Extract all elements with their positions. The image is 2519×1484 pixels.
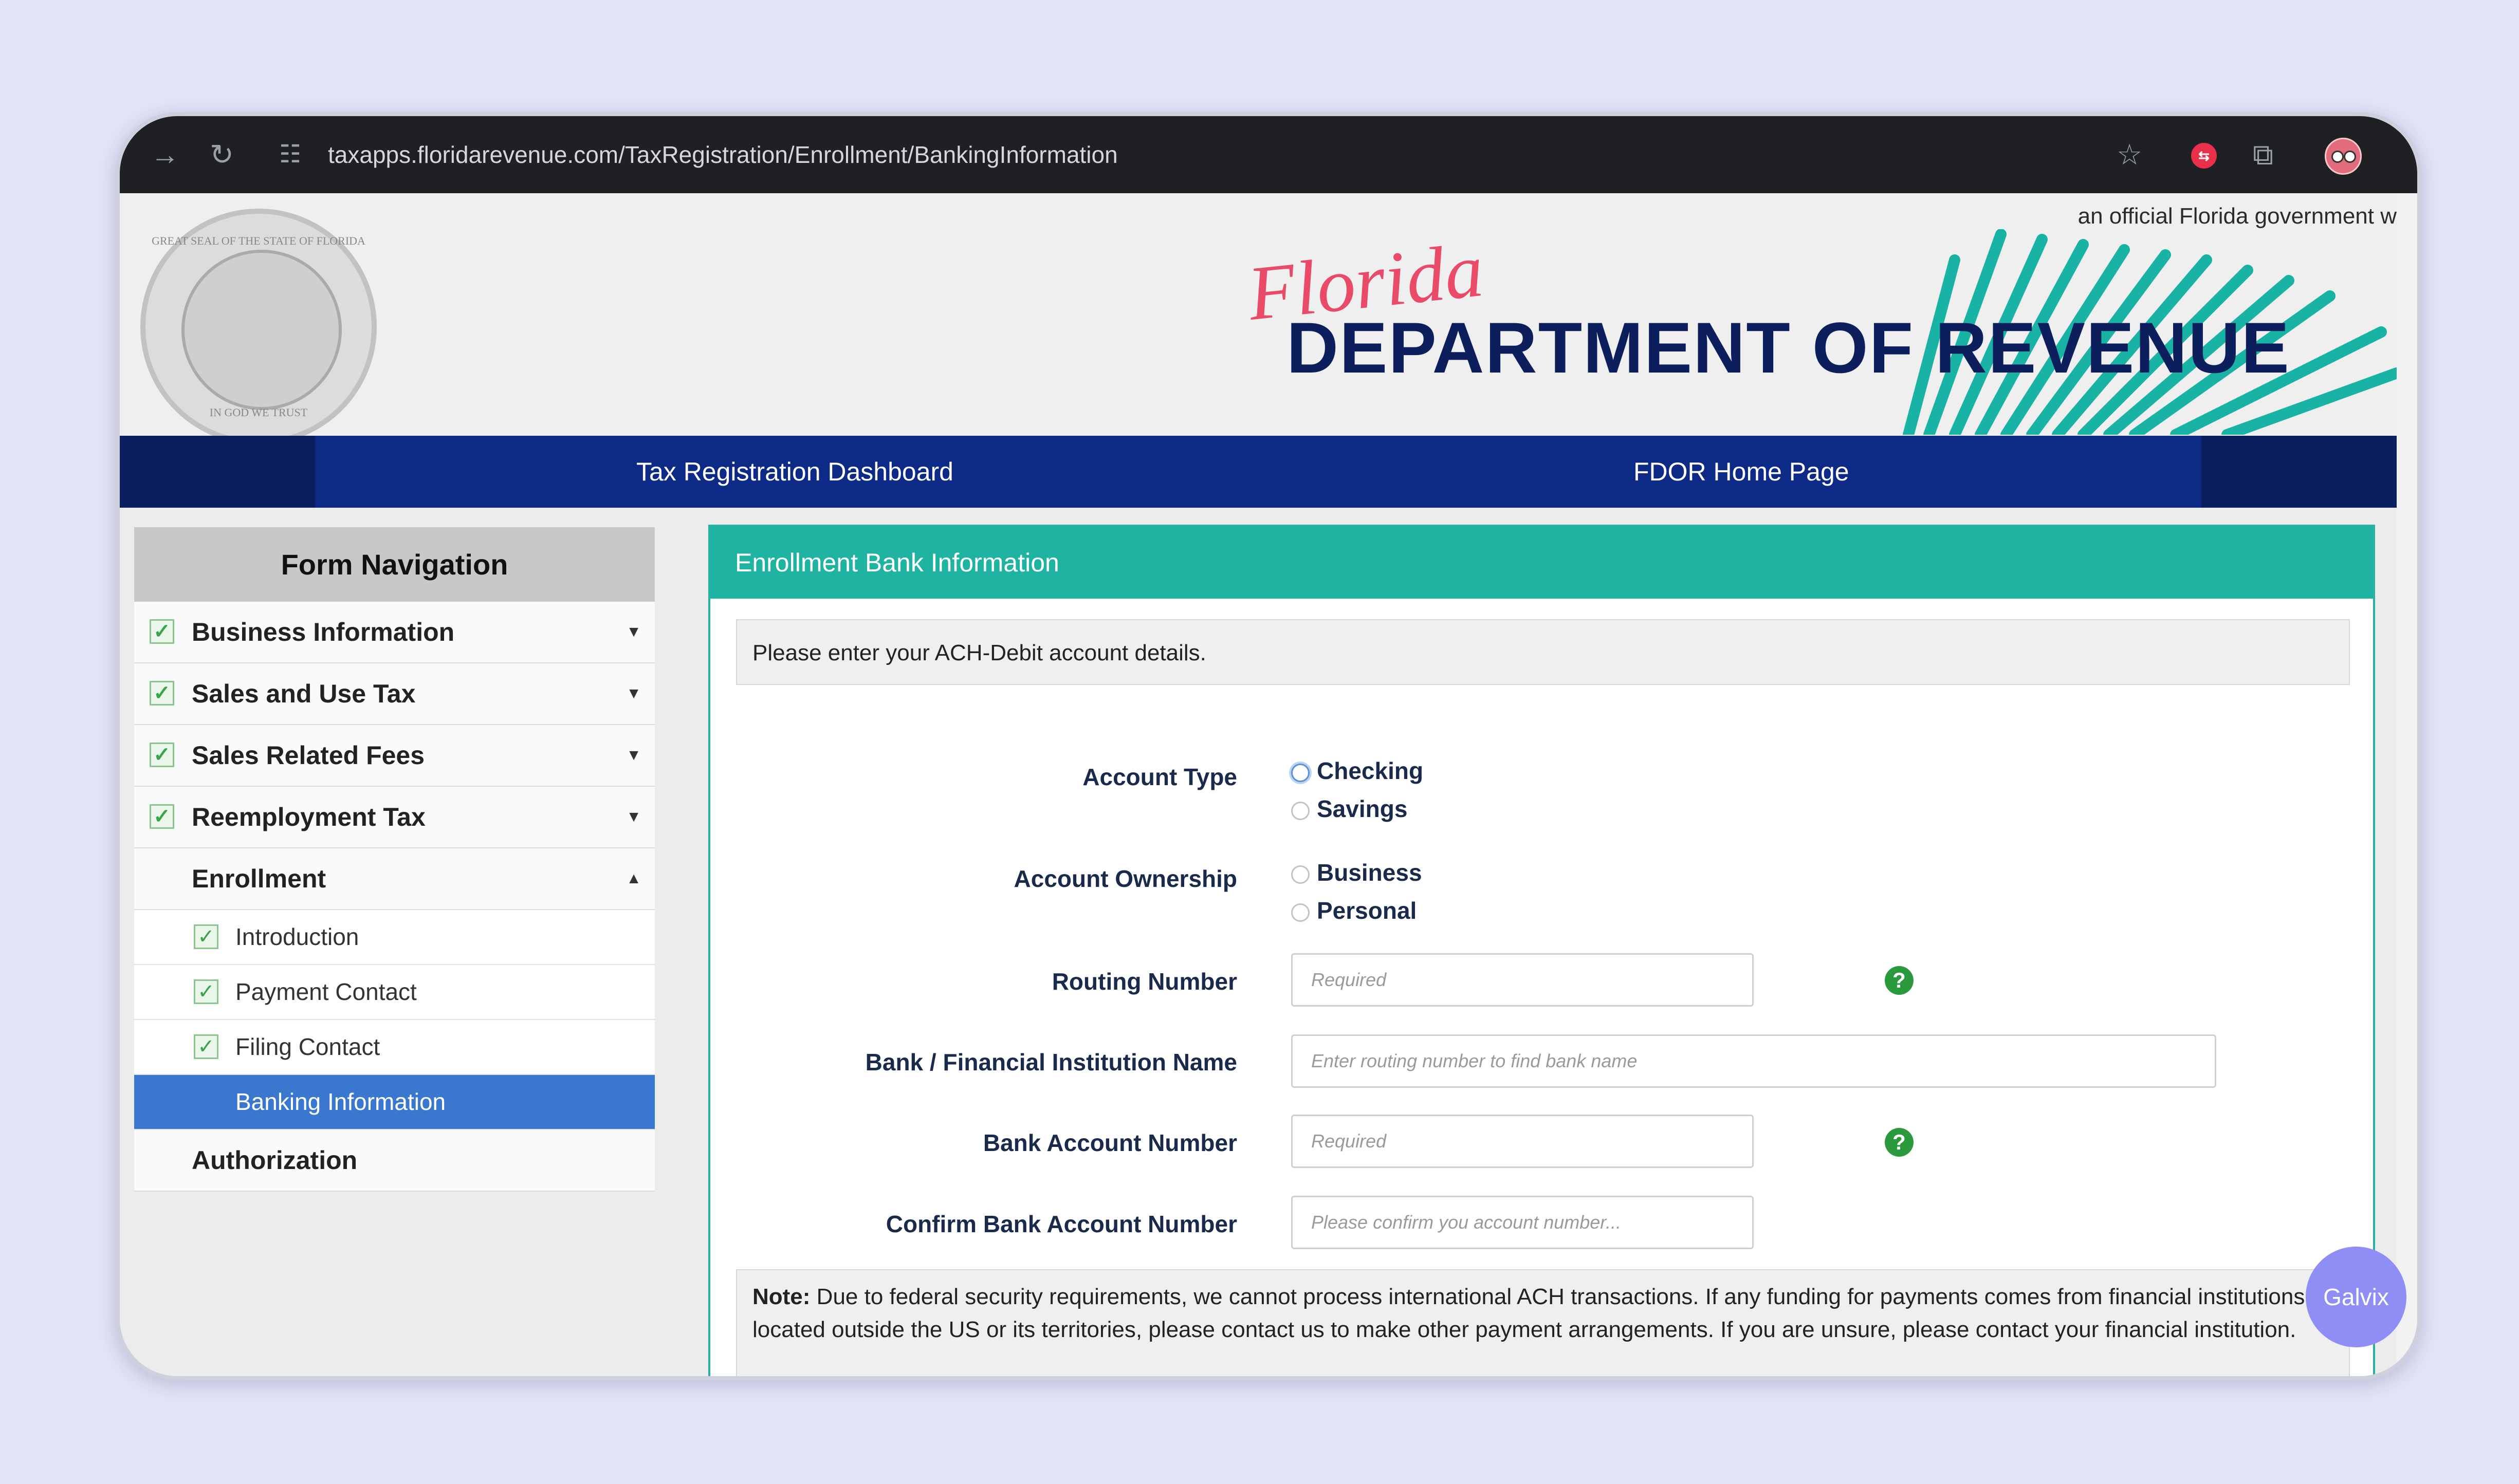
caret-down-icon: ▼: [626, 808, 641, 825]
account-number-input[interactable]: [1291, 1115, 1754, 1168]
nav-section-label: Business Information: [192, 618, 455, 646]
nav-item-label: Payment Contact: [235, 978, 417, 1005]
ach-instructions: Please enter your ACH-Debit account details.: [736, 619, 2350, 685]
nav-section-label: Authorization: [192, 1146, 358, 1175]
help-icon[interactable]: ?: [1885, 966, 1914, 995]
radio-business[interactable]: [1291, 859, 1422, 886]
radio-button[interactable]: [1291, 865, 1310, 884]
bank-name-label: Bank / Financial Institution Name: [865, 1049, 1237, 1075]
caret-down-icon: ▼: [626, 685, 641, 702]
account-number-label: Bank Account Number: [983, 1129, 1237, 1156]
account-type-label: Account Type: [1082, 764, 1237, 790]
state-seal-icon: [140, 209, 377, 445]
nav-tax-registration-dashboard[interactable]: Tax Registration Dashboard: [636, 457, 953, 486]
routing-number-input[interactable]: [1291, 953, 1754, 1007]
note-text: Due to federal security requirements, we cannot process international ACH transactions. If any funding for payments comes from financial institutions located outside the US or its territories, please contact us to make other payment arrangements. If you are unsure, please contact your financial institution.: [752, 1284, 2305, 1342]
nav-section-enrollment[interactable]: [134, 848, 655, 910]
radio-personal[interactable]: [1291, 897, 1417, 924]
forward-icon[interactable]: →: [151, 138, 179, 171]
nav-item-filing-contact[interactable]: [134, 1020, 655, 1075]
browser-toolbar: [120, 116, 2417, 193]
navbar-right-edge: [2201, 436, 2397, 508]
extension-icon[interactable]: ⇆: [2191, 143, 2217, 169]
nav-item-label: Banking Information: [235, 1088, 446, 1115]
radio-label: Checking: [1317, 757, 1424, 784]
radio-button[interactable]: [1291, 903, 1310, 922]
puzzle-icon[interactable]: ⧉: [2253, 138, 2273, 171]
radio-checking[interactable]: [1291, 757, 1423, 785]
help-icon[interactable]: ?: [1885, 1128, 1914, 1157]
radio-button[interactable]: [1291, 802, 1310, 820]
nav-section-sales-related-fees[interactable]: [134, 725, 655, 787]
nav-item-label: Introduction: [235, 923, 359, 950]
star-icon[interactable]: ☆: [2117, 138, 2143, 171]
browser-window: [116, 112, 2421, 1380]
checkbox-checked-icon: ✓: [194, 924, 218, 949]
confirm-account-input[interactable]: [1291, 1196, 1754, 1249]
florida-script: Florida: [1244, 227, 1487, 337]
nav-item-label: Filing Contact: [235, 1033, 380, 1060]
nav-item-banking-information[interactable]: [134, 1075, 655, 1130]
site-info-icon[interactable]: ☷: [279, 141, 302, 168]
radio-button[interactable]: [1291, 764, 1310, 782]
panel-title: Enrollment Bank Information: [710, 527, 2373, 599]
checkbox-checked-icon: ✓: [194, 979, 218, 1004]
galvix-badge[interactable]: Galvix: [2306, 1247, 2406, 1347]
routing-number-label: Routing Number: [1052, 968, 1237, 995]
nav-section-business-information[interactable]: [134, 602, 655, 663]
seal-center: [181, 250, 342, 410]
official-government-text: an official Florida government w: [2077, 203, 2397, 229]
nav-section-reemployment-tax[interactable]: [134, 787, 655, 848]
department-title: DEPARTMENT OF REVENUE: [1286, 307, 2290, 388]
nav-item-introduction[interactable]: [134, 910, 655, 965]
enrollment-bank-panel: [708, 525, 2375, 1376]
form-navigation-title: Form Navigation: [134, 527, 655, 602]
bank-name-input[interactable]: [1291, 1034, 2216, 1088]
caret-down-icon: ▼: [626, 623, 641, 640]
nav-section-label: Sales and Use Tax: [192, 679, 416, 708]
nav-fdor-home-page[interactable]: FDOR Home Page: [1633, 457, 1849, 486]
note-label: Note:: [752, 1284, 811, 1309]
nav-section-sales-and-use-tax[interactable]: [134, 663, 655, 725]
nav-section-label: Sales Related Fees: [192, 741, 425, 770]
nav-section-label: Enrollment: [192, 864, 326, 893]
radio-label: Personal: [1317, 897, 1417, 924]
confirm-account-label: Confirm Bank Account Number: [886, 1211, 1237, 1237]
note-box: [736, 1269, 2350, 1376]
profile-icon[interactable]: [2325, 138, 2362, 175]
navbar-left-edge: [120, 436, 315, 508]
account-ownership-label: Account Ownership: [1014, 865, 1237, 892]
radio-label: Savings: [1317, 795, 1408, 822]
nav-section-label: Reemployment Tax: [192, 803, 426, 831]
top-navbar: [120, 436, 2397, 508]
header-banner: [120, 193, 2397, 436]
address-bar[interactable]: taxapps.floridarevenue.com/TaxRegistration/Enrollment/BankingInformation: [328, 141, 1118, 168]
checkbox-checked-icon: ✓: [194, 1034, 218, 1059]
nav-item-payment-contact[interactable]: [134, 965, 655, 1020]
checkbox-checked-icon: ✓: [150, 681, 174, 706]
checkbox-checked-icon: ✓: [150, 743, 174, 767]
form-navigation: [134, 527, 655, 1192]
caret-down-icon: ▼: [626, 747, 641, 764]
radio-savings[interactable]: [1291, 795, 1407, 823]
checkbox-checked-icon: ✓: [150, 619, 174, 644]
seal-top-text: GREAT SEAL OF THE STATE OF FLORIDA: [152, 234, 365, 247]
caret-up-icon: ▲: [626, 870, 641, 887]
radio-label: Business: [1317, 859, 1422, 886]
nav-section-authorization[interactable]: [134, 1130, 655, 1192]
web-page: [120, 193, 2397, 1376]
checkbox-checked-icon: ✓: [150, 804, 174, 829]
reload-icon[interactable]: ↻: [210, 138, 234, 171]
seal-bottom-text: IN GOD WE TRUST: [209, 406, 308, 419]
